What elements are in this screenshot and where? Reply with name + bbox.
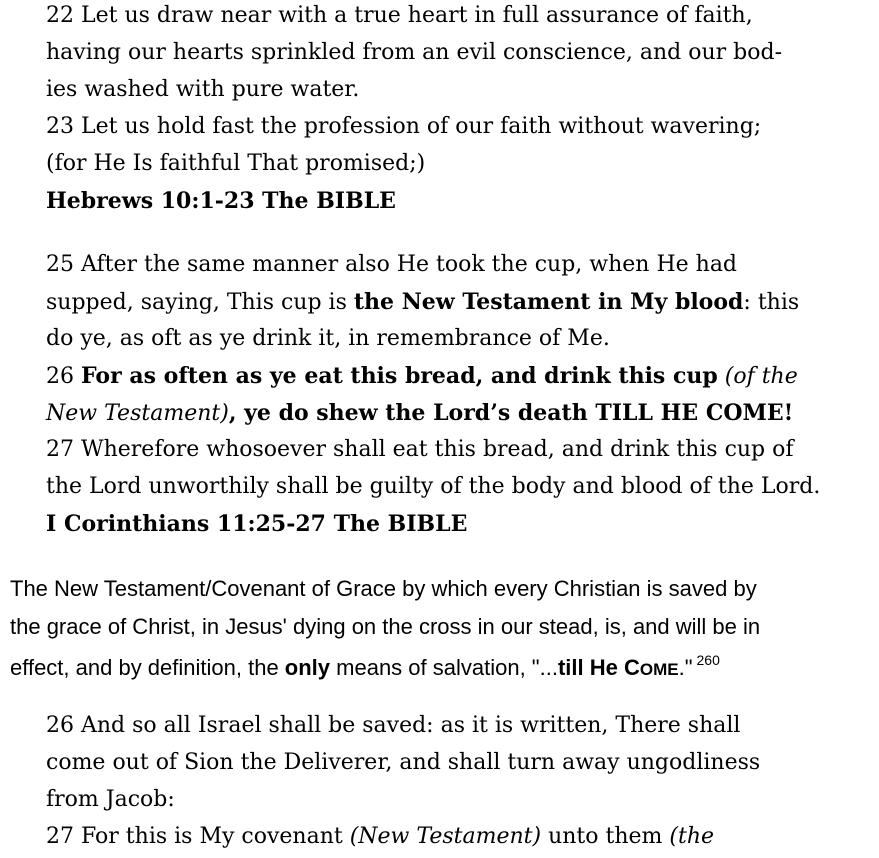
emphasis-small-caps: OME [639, 660, 679, 679]
verse-26-romans-line-3: from Jacob: [46, 787, 175, 812]
verse-27-romans-text: 27 For this is My covenant [46, 824, 350, 849]
verse-26-emphasis: For as often as ye eat this bread, and drink this cup [81, 363, 718, 389]
verse-26-emphasis-2: , ye do shew the Lord’s death TILL HE COME! [228, 400, 794, 426]
verse-26-romans-line-1: 26 And so all Israel shall be saved: as it is written, There shall [46, 713, 741, 738]
verse-27-line-1: 27 Wherefore whosoever shall eat this bread, and drink this cup of [46, 437, 794, 462]
verse-27-romans-italic: (New Testament) [349, 824, 542, 849]
commentary-text-2: means of salvation, "... [330, 655, 558, 680]
verse-26-line-2 [46, 400, 793, 426]
verse-25-emphasis: the New Testament in My blood [353, 289, 744, 315]
verse-25-line-1: 25 After the same manner also He took the cup, when He had [46, 252, 738, 277]
commentary-text-end: ." [678, 655, 693, 680]
verse-27-romans-italic-2: (the [669, 824, 715, 849]
verse-26-italic-2: New Testament) [46, 401, 229, 426]
verse-22-line-2: having our hearts sprinkled from an evil conscience, and our bod- [46, 40, 783, 65]
verse-26-line-1 [46, 363, 798, 389]
commentary-line-1: The New Testament/Covenant of Grace by which every Christian is saved by [10, 576, 757, 601]
verse-26-italic: (of the [717, 364, 798, 389]
commentary-text: effect, and by definition, the [10, 655, 285, 680]
verse-27-line-2: the Lord unworthily shall be guilty of the body and blood of the Lord. [46, 474, 821, 499]
verse-27-romans-text-2: unto them [541, 824, 670, 849]
verse-23-line-1: 23 Let us hold fast the profession of our faith without wavering; [46, 114, 762, 139]
emphasis-only: only [284, 655, 331, 680]
verse-25-text-end: : this [743, 290, 800, 315]
scripture-reference-hebrews: Hebrews 10:1-23 The BIBLE [46, 188, 396, 214]
verse-26-number: 26 [46, 364, 81, 389]
verse-25-line-3: do ye, as oft as ye drink it, in remembrance of Me. [46, 326, 610, 351]
footnote-marker[interactable]: 260 [696, 652, 720, 668]
verse-25-text: supped, saying, This cup is [46, 290, 354, 315]
verse-22-line-1: 22 Let us draw near with a true heart in full assurance of faith, [46, 3, 753, 28]
emphasis-till-he-come: till He C [557, 655, 640, 680]
verse-22-line-3: ies washed with pure water. [46, 77, 360, 102]
verse-23-line-2: (for He Is faithful That promised;) [46, 151, 426, 176]
scripture-reference-corinthians: I Corinthians 11:25-27 The BIBLE [46, 511, 468, 537]
commentary-line-2: the grace of Christ, in Jesus' dying on the cross in our stead, is, and will be in [10, 614, 761, 639]
verse-25-line-2 [46, 289, 799, 315]
verse-27-romans-line-1 [46, 824, 714, 849]
verse-26-romans-line-2: come out of Sion the Deliverer, and shall turn away ungodliness [46, 750, 761, 775]
commentary-line-3 [10, 652, 720, 681]
